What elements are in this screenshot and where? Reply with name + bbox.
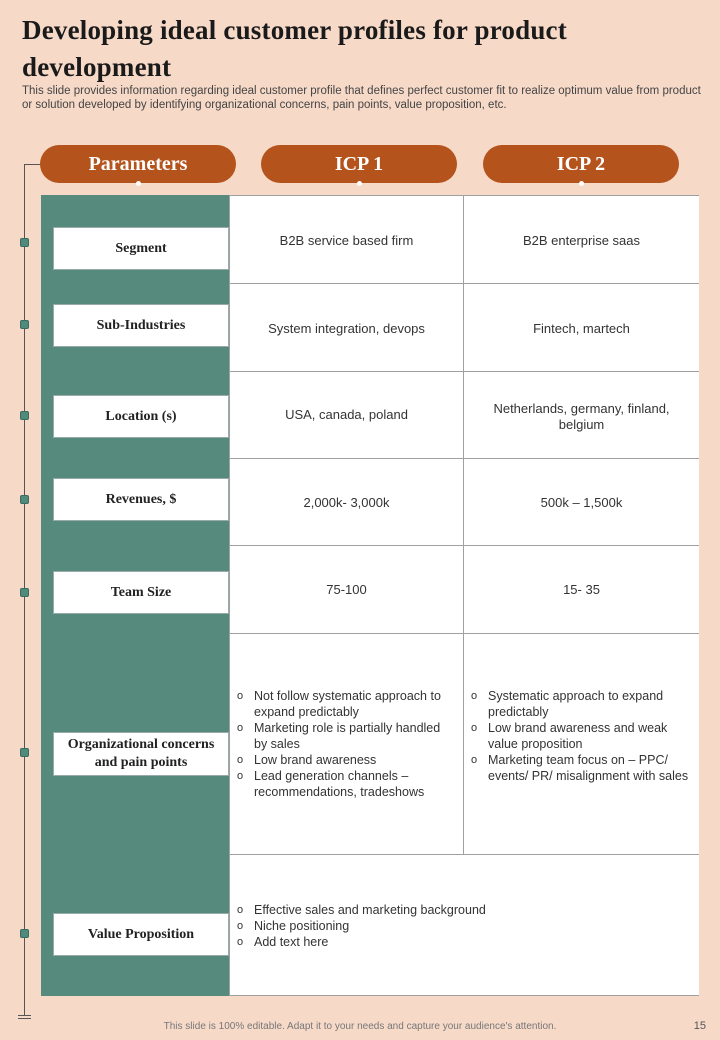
list-item: o Marketing team focus on – PPC/ events/ PR/ misalignment with sales bbox=[468, 752, 689, 784]
timeline-end-mark bbox=[18, 1015, 31, 1016]
list-item: o Not follow systematic approach to expand predictably bbox=[234, 688, 453, 720]
table-cell bbox=[464, 284, 699, 372]
param-concerns: Organizational concerns and pain points bbox=[53, 732, 229, 776]
table-cell bbox=[230, 284, 464, 372]
param-team-size: Team Size bbox=[53, 571, 229, 614]
list-item: o Low brand awareness and weak value proposition bbox=[468, 720, 689, 752]
cell-text: B2B service based firm bbox=[279, 233, 414, 248]
timeline-node-icon bbox=[20, 411, 29, 420]
timeline-node-icon bbox=[20, 748, 29, 757]
param-revenues: Revenues, $ bbox=[53, 478, 229, 521]
timeline-node-icon bbox=[20, 588, 29, 597]
timeline-node-icon bbox=[20, 238, 29, 247]
list-item: o Systematic approach to expand predictably bbox=[468, 688, 689, 720]
table-cell bbox=[230, 196, 464, 284]
cell-text: Netherlands, germany, finland, belgium bbox=[493, 401, 670, 432]
param-value-proposition: Value Proposition bbox=[53, 913, 229, 956]
param-segment: Segment bbox=[53, 227, 229, 270]
param-sub-industries: Sub-Industries bbox=[53, 304, 229, 347]
cell-text: System integration, devops bbox=[268, 321, 425, 336]
cell-text: Fintech, martech bbox=[533, 321, 630, 336]
header-label: ICP 1 bbox=[334, 153, 384, 175]
cell-text: 2,000k- 3,000k bbox=[303, 495, 390, 510]
concerns-list-icp2 bbox=[468, 688, 689, 784]
footer-note: This slide is 100% editable. Adapt it to your needs and capture your audience's attention. bbox=[163, 1021, 557, 1032]
table-cell bbox=[464, 372, 699, 459]
cell-text: 75-100 bbox=[326, 582, 367, 597]
page-number: 15 bbox=[693, 1020, 706, 1032]
cell-text: B2B enterprise saas bbox=[522, 233, 641, 248]
page-subtitle: This slide provides information regarding ideal customer profile that defines perfect customer fit to realize optimum value from product or solution developed by identifying organizational concerns, pain points, value proposition, etc. bbox=[22, 85, 701, 111]
cell-text: USA, canada, poland bbox=[285, 407, 408, 422]
cell-text: 500k – 1,500k bbox=[540, 495, 623, 510]
table-cell bbox=[230, 459, 464, 546]
table-cell bbox=[464, 196, 699, 284]
param-location: Location (s) bbox=[53, 395, 229, 438]
list-item: o Marketing role is partially handled by sales bbox=[234, 720, 453, 752]
table-cell bbox=[464, 546, 699, 634]
header-icp1 bbox=[261, 145, 457, 183]
page-title: Developing ideal customer profiles for product development bbox=[22, 15, 567, 82]
concerns-list-icp1 bbox=[234, 688, 453, 800]
header-label: ICP 2 bbox=[556, 153, 606, 175]
table-cell bbox=[464, 459, 699, 546]
list-item: o Add text here bbox=[234, 934, 689, 950]
timeline-end-mark bbox=[18, 1018, 31, 1019]
dot-icon bbox=[136, 181, 141, 186]
table-cell bbox=[464, 634, 699, 855]
table-cell bbox=[230, 546, 464, 634]
list-item: o Niche positioning bbox=[234, 918, 689, 934]
table-cell bbox=[230, 855, 699, 995]
timeline-node-icon bbox=[20, 929, 29, 938]
icp-table bbox=[229, 195, 699, 996]
table-cell bbox=[230, 634, 464, 855]
table-cell bbox=[230, 372, 464, 459]
cell-text: 15- 35 bbox=[563, 582, 600, 597]
list-item: o Lead generation channels – recommendations, tradeshows bbox=[234, 768, 453, 800]
header-parameters bbox=[40, 145, 236, 183]
timeline-node-icon bbox=[20, 495, 29, 504]
header-icp2 bbox=[483, 145, 679, 183]
timeline-node-icon bbox=[20, 320, 29, 329]
dot-icon bbox=[579, 181, 584, 186]
list-item: o Low brand awareness bbox=[234, 752, 453, 768]
header-label: Parameters bbox=[88, 153, 188, 175]
list-item: o Effective sales and marketing background bbox=[234, 902, 689, 918]
value-proposition-list bbox=[234, 902, 689, 950]
dot-icon bbox=[357, 181, 362, 186]
